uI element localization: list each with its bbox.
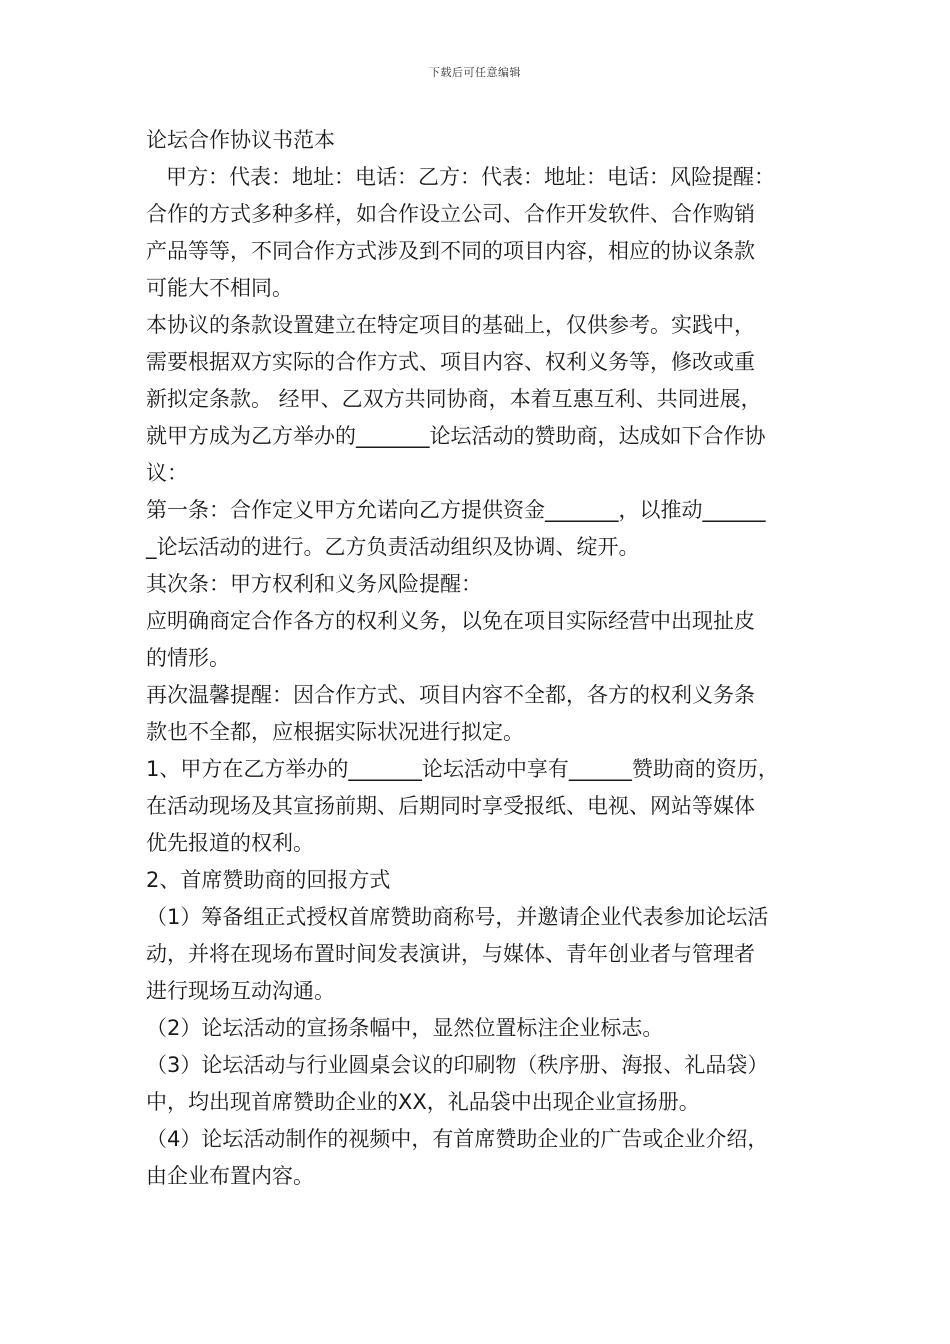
paragraph-line: 新拟定条款。 经甲、乙双方共同协商，本着互惠互利、共同进展， — [146, 387, 762, 411]
paragraph-line: 应明确商定合作各方的权利义务，以免在项目实际经营中出现扯皮 — [146, 609, 755, 633]
document-body — [146, 122, 821, 1195]
paragraph-line: 可能大不相同。 — [146, 276, 293, 300]
list-item-line: （4）论坛活动制作的视频中，有首席赞助企业的广告或企业介绍， — [146, 1127, 769, 1151]
paragraph-line: 的情形。 — [146, 646, 230, 670]
paragraph-line: 1、甲方在乙方举办的_______论坛活动中享有______赞助商的资历， — [146, 757, 779, 781]
paragraph-line: 再次温馨提醒：因合作方式、项目内容不全都，各方的权利义务条 — [146, 683, 755, 707]
paragraph-line: 款也不全都，应根据实际状况进行拟定。 — [146, 720, 524, 744]
list-item-line: 由企业布置内容。 — [146, 1164, 314, 1188]
list-item-line: （3）论坛活动与行业圆桌会议的印刷物（秩序册、海报、礼品袋） — [146, 1053, 769, 1077]
paragraph-line: 就甲方成为乙方举办的_______论坛活动的赞助商，达成如下合作协 — [146, 424, 766, 448]
list-item-line: 动，并将在现场布置时间发表演讲，与媒体、青年创业者与管理者 — [146, 942, 755, 966]
section-heading: 其次条：甲方权利和义务风险提醒： — [146, 572, 482, 596]
document-title: 论坛合作协议书范本 — [146, 128, 335, 152]
paragraph-line: 本协议的条款设置建立在特定项目的基础上，仅供参考。实践中， — [146, 313, 755, 337]
paragraph-line: 议： — [146, 461, 188, 485]
paragraph-line: 合作的方式多种多样，如合作设立公司、合作开发软件、合作购销 — [146, 202, 755, 226]
section-heading: 2、首席赞助商的回报方式 — [146, 868, 391, 892]
list-item-line: 进行现场互动沟通。 — [146, 979, 335, 1003]
list-item-line: （1）筹备组正式授权首席赞助商称号，并邀请企业代表参加论坛活 — [146, 905, 769, 929]
list-item-line: 中，均出现首席赞助企业的XX，礼品袋中出现企业宣扬册。 — [146, 1090, 700, 1114]
paragraph-line: _论坛活动的进行。乙方负责活动组织及协调、绽开。 — [146, 535, 640, 559]
paragraph-line: 甲方：代表：地址：电话：乙方：代表：地址：电话：风险提醒： — [166, 165, 775, 189]
paragraph-line: 第一条：合作定义甲方允诺向乙方提供资金_______，以推动______ — [146, 498, 766, 522]
list-item-line: （2）论坛活动的宣扬条幅中，显然位置标注企业标志。 — [146, 1016, 664, 1040]
paragraph-line: 产品等等，不同合作方式涉及到不同的项目内容，相应的协议条款 — [146, 239, 755, 263]
paragraph-line: 需要根据双方实际的合作方式、项目内容、权利义务等，修改或重 — [146, 350, 755, 374]
paragraph-line: 在活动现场及其宣扬前期、后期同时享受报纸、电视、网站等媒体 — [146, 794, 755, 818]
header-note: 下载后可任意编辑 — [429, 66, 521, 79]
paragraph-line: 优先报道的权利。 — [146, 831, 314, 855]
